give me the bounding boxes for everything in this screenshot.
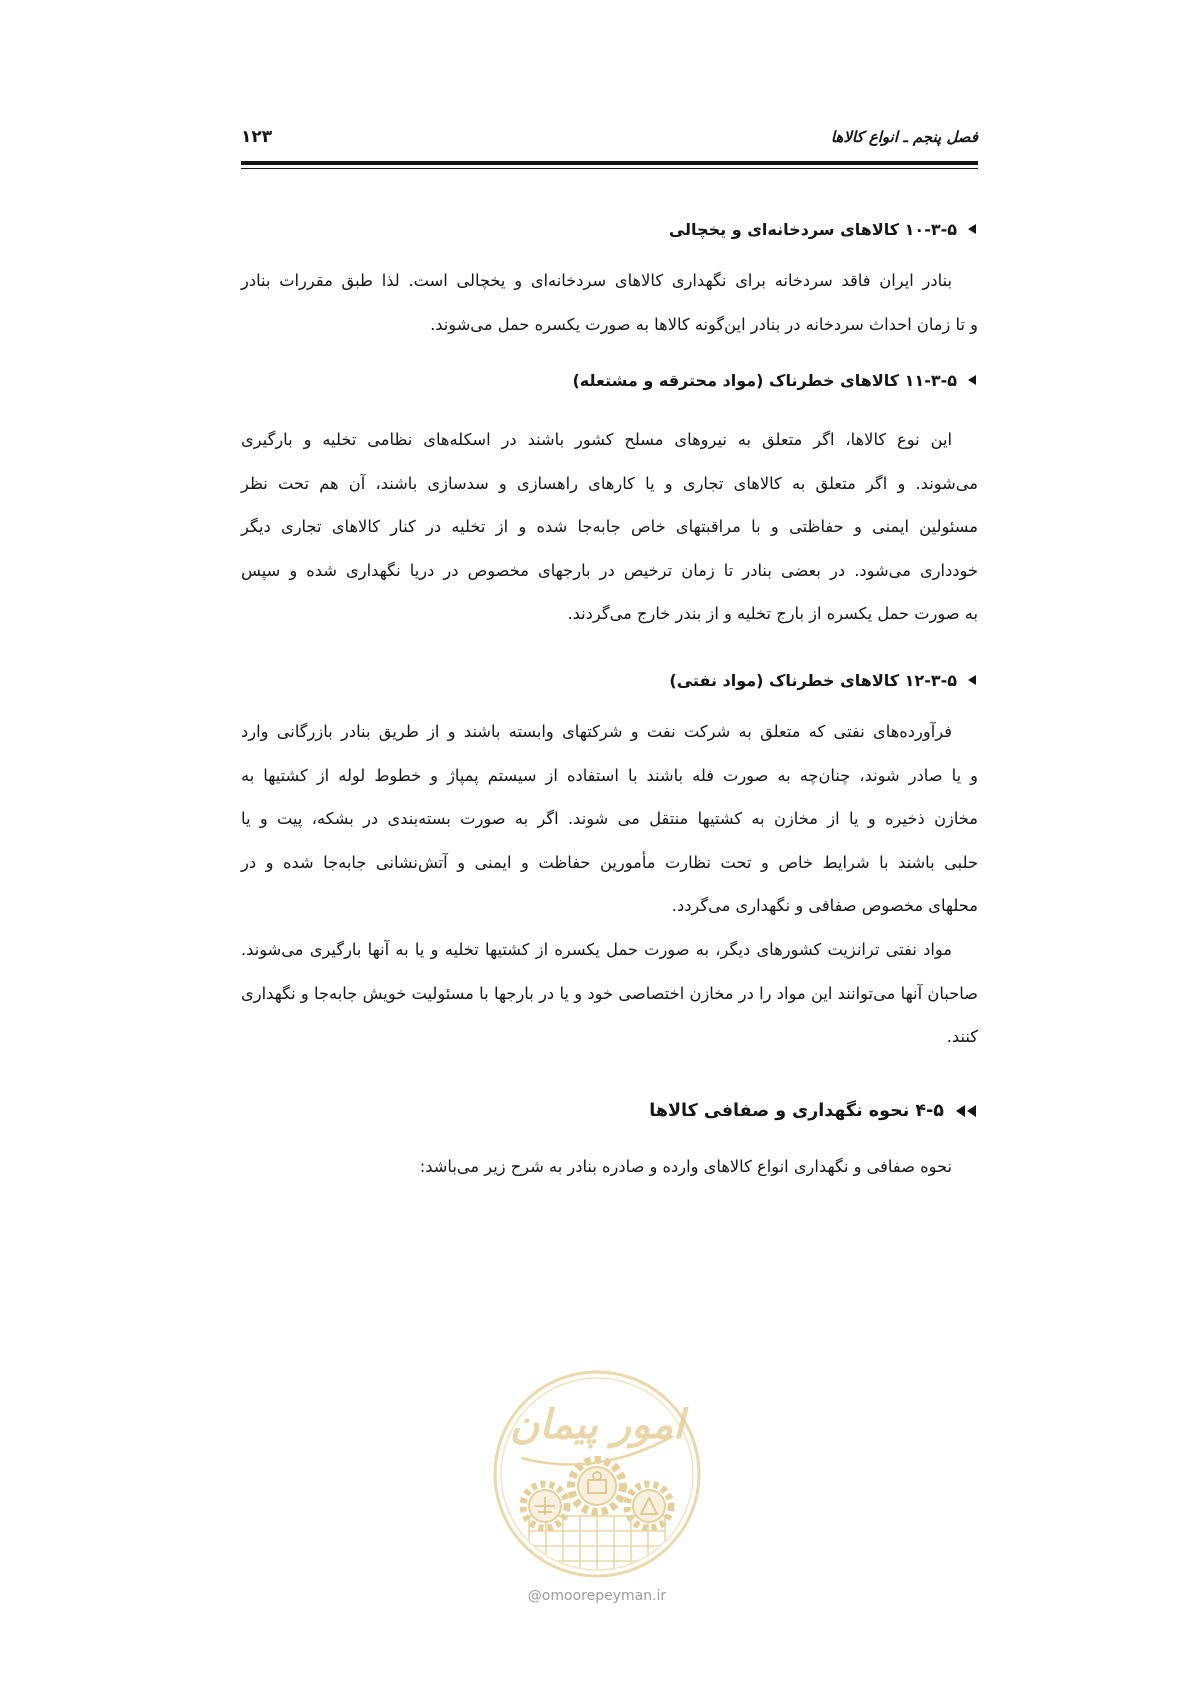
section-bullet xyxy=(968,375,978,385)
paragraph-line: فرآورده‌های نفتی که متعلق به شرکت نفت و شرکتهای وابسته باشند و از طریق بنادر بازرگانی وارد xyxy=(241,722,952,741)
header-rule-thick xyxy=(241,161,978,165)
triangle-left-icon xyxy=(968,675,976,685)
paragraph-line: و تا زمان احداث سردخانه در بنادر این‌گونه کالاها به صورت یکسره حمل می‌شوند. xyxy=(430,314,978,334)
paragraph-line: مخازن ذخیره و یا از مخازن به کشتیها منتقل می شوند. اگر به صورت بسته‌بندی در بشکه، پیت و یا xyxy=(241,809,978,828)
paragraph-line: به صورت حمل یکسره از بارج تخلیه و از بندر خارج می‌گردند. xyxy=(567,604,978,623)
triangle-left-icon xyxy=(956,1105,965,1117)
paragraph xyxy=(241,259,978,346)
header-rule-thin xyxy=(241,168,978,170)
gear-icon xyxy=(571,1460,623,1512)
paragraph-line: خودداری می‌شود. در بعضی بنادر تا زمان ترخیص در بارجهای مخصوص در دریا نگهداری شده و سپس xyxy=(241,560,978,580)
section-heading-text: ۱۱-۳-۵ کالاهای خطرناک (مواد محترقه و مشتعله) xyxy=(572,370,957,390)
page-number: ۱۲۳ xyxy=(241,127,273,147)
paragraph xyxy=(241,418,978,636)
logo-lettering: امور پیمان xyxy=(509,1402,685,1448)
paragraph-line: مواد نفتی ترانزیت کشورهای دیگر، به صورت حمل یکسره از کشتیها تخلیه و یا به آنها بارگیری می‌شوند. xyxy=(241,940,952,959)
paragraph-line: صاحبان آنها می‌توانند این مواد را در مخازن اختصاصی خود و یا در بارجها با مسئولیت خویش جابه‌جا و نگهداری xyxy=(241,983,978,1003)
triangle-left-icon xyxy=(967,1105,976,1117)
section-heading xyxy=(241,658,978,702)
paragraph-line: بنادر ایران فاقد سردخانه برای نگهداری کالاهای سردخانه‌ای و یخچالی است. لذا طبق مقررات بنادر xyxy=(241,271,952,290)
paragraph xyxy=(241,710,978,928)
paragraph-line: می‌شوند. و اگر متعلق به کالاهای تجاری و یا کارهای راهسازی و سدسازی باشند، آن هم تحت نظر xyxy=(241,473,978,493)
major-section-bullet xyxy=(956,1105,978,1117)
section-bullet xyxy=(968,675,978,685)
triangle-left-icon xyxy=(968,224,976,234)
watermark-caption: @omoorepeyman.ir xyxy=(527,1588,667,1604)
section-heading-text: ۱۰-۳-۵ کالاهای سردخانه‌ای و یخچالی xyxy=(668,219,957,239)
paragraph-line: کنند. xyxy=(946,1027,978,1046)
watermark-logo xyxy=(477,1366,717,1596)
paragraph-line: نحوه صفافی و نگهداری انواع کالاهای وارده و صادره بنادر به شرح زیر می‌باشد: xyxy=(419,1157,952,1176)
paragraph-line: حلبی باشند با شرایط خاص و تحت نظارت مأمورین حفاظت و ایمنی و آتش‌نشانی جابه‌جا شده و در xyxy=(241,852,978,872)
section-heading xyxy=(241,207,978,251)
paragraph-line: محلهای مخصوص صفافی و نگهداری می‌گردد. xyxy=(671,896,978,915)
paragraph-line: مسئولین ایمنی و حفاظتی و با مراقبتهای خاص جابه‌جا شده و از تخلیه در کنار کالاهای تجاری دیگر xyxy=(241,517,978,536)
paragraph-line: این نوع کالاها، اگر متعلق به نیروهای مسلح کشور باشند در اسکله‌های نظامی تخلیه و بارگیری xyxy=(241,430,952,449)
triangle-left-icon xyxy=(968,375,976,385)
section-heading xyxy=(241,358,978,402)
section-bullet xyxy=(968,224,978,234)
paragraph xyxy=(241,928,978,1059)
paragraph xyxy=(241,1145,978,1189)
section-heading-text: ۴-۵ نحوه نگهداری و صفافی کالاها xyxy=(649,1101,944,1121)
major-section-heading xyxy=(241,1089,978,1133)
chapter-title: فصل پنجم ـ انواع کالاها xyxy=(830,128,978,146)
paragraph-line: و یا صادر شوند، چنان‌چه به صورت فله باشند با استفاده از سیستم پمپاژ و خطوط لوله از کشتیها به xyxy=(241,765,978,785)
section-heading-text: ۱۲-۳-۵ کالاهای خطرناک (مواد نفتی) xyxy=(669,670,957,690)
